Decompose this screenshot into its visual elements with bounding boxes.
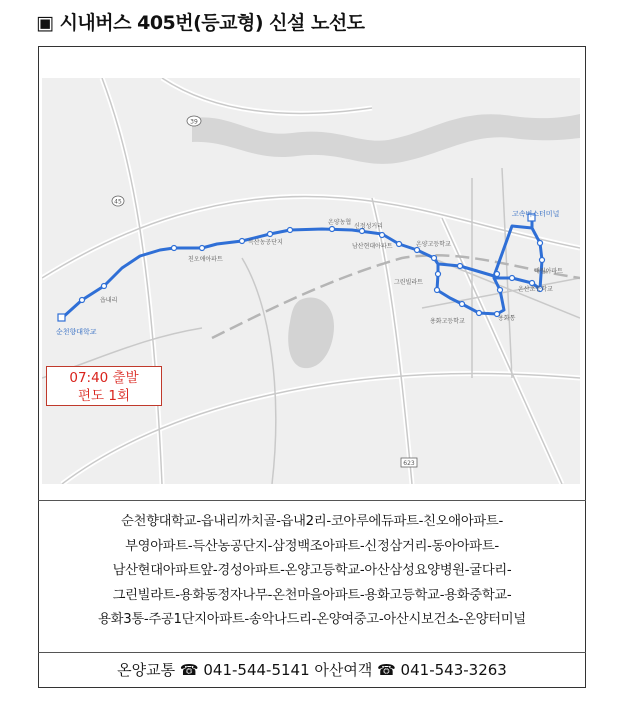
stop-marker — [288, 228, 293, 233]
stop-line: 부영아파트-득산농공단지-삼정백조아파트-신정삼거리-동아아파트- — [125, 538, 499, 554]
stop-marker — [432, 256, 437, 261]
stop-marker — [330, 227, 335, 232]
stop-marker — [477, 311, 482, 316]
contact-info: 온양교통 ☎ 041-544-5141 아산여객 ☎ 041-543-3263 — [117, 661, 507, 679]
label-stop: 온양농협 — [328, 219, 352, 226]
stop-marker — [540, 258, 545, 263]
label-stop: 득산농공단지 — [248, 239, 283, 246]
svg-text:623: 623 — [403, 460, 415, 467]
stop-marker — [538, 241, 543, 246]
svg-text:45: 45 — [114, 198, 122, 206]
stop-marker — [530, 281, 535, 286]
label-start: 순천향대학교 — [56, 328, 97, 336]
stop-line: 용화3통-주공1단지아파트-송악나드리-온양여중고-아산시보건소-온양터미널 — [98, 612, 526, 628]
label-stop: 용화고등학교 — [430, 318, 465, 325]
stop-marker — [80, 298, 85, 303]
stop-marker — [102, 284, 107, 289]
stop-marker — [415, 248, 420, 253]
stop-start-marker — [58, 314, 65, 321]
departure-time: 07:40 출발 — [69, 370, 139, 386]
stop-marker — [380, 233, 385, 238]
label-stop: 신정성거리 — [354, 223, 383, 230]
stop-marker — [460, 302, 465, 307]
svg-text:39: 39 — [190, 118, 198, 126]
road-shield-623 — [401, 458, 417, 467]
label-stop: 읍내리 — [100, 297, 118, 304]
label-stop: 온양고등학교 — [416, 241, 451, 248]
stop-marker — [172, 246, 177, 251]
stop-line: 순천향대학교-읍내리까치골-읍내2리-코아루에듀파트-친오애아파트- — [121, 514, 503, 529]
divider — [38, 652, 586, 653]
road-shield-39 — [187, 116, 201, 126]
label-terminal: 고속버스터미널 — [512, 210, 560, 218]
label-stop: 온산초등학교 — [518, 286, 553, 293]
stop-marker — [498, 288, 503, 293]
stop-marker — [268, 232, 273, 237]
road-shield-45 — [112, 196, 124, 206]
departure-box — [46, 366, 162, 406]
stop-marker — [495, 272, 500, 277]
stop-marker — [436, 272, 441, 277]
stop-marker — [200, 246, 205, 251]
stop-marker — [510, 276, 515, 281]
page-title: ▣ 시내버스 405번(등교형) 신설 노선도 — [36, 12, 365, 34]
stop-marker — [458, 264, 463, 269]
label-stop: 남산현대아파트 — [352, 243, 393, 250]
stop-line: 남산현대아파트앞-경성아파트-온양고등학교-아산삼성요양병원-굴다리- — [112, 563, 512, 579]
stop-marker — [397, 242, 402, 247]
stop-marker — [435, 288, 440, 293]
divider — [38, 500, 586, 501]
stop-marker — [240, 239, 245, 244]
stop-list — [40, 510, 584, 633]
label-stop: 친오애아파트 — [188, 256, 223, 263]
map-canvas — [42, 78, 580, 484]
departure-trips: 편도 1회 — [77, 388, 130, 404]
label-stop: 용화통 — [498, 315, 516, 322]
label-stop: 대원아파트 — [534, 268, 563, 275]
route-map — [42, 78, 580, 484]
stop-line: 그린빌라트-용화동정자나무-온천마을아파트-용화고등학교-용화중학교- — [112, 587, 512, 603]
label-stop: 그린빌라트 — [394, 279, 423, 286]
